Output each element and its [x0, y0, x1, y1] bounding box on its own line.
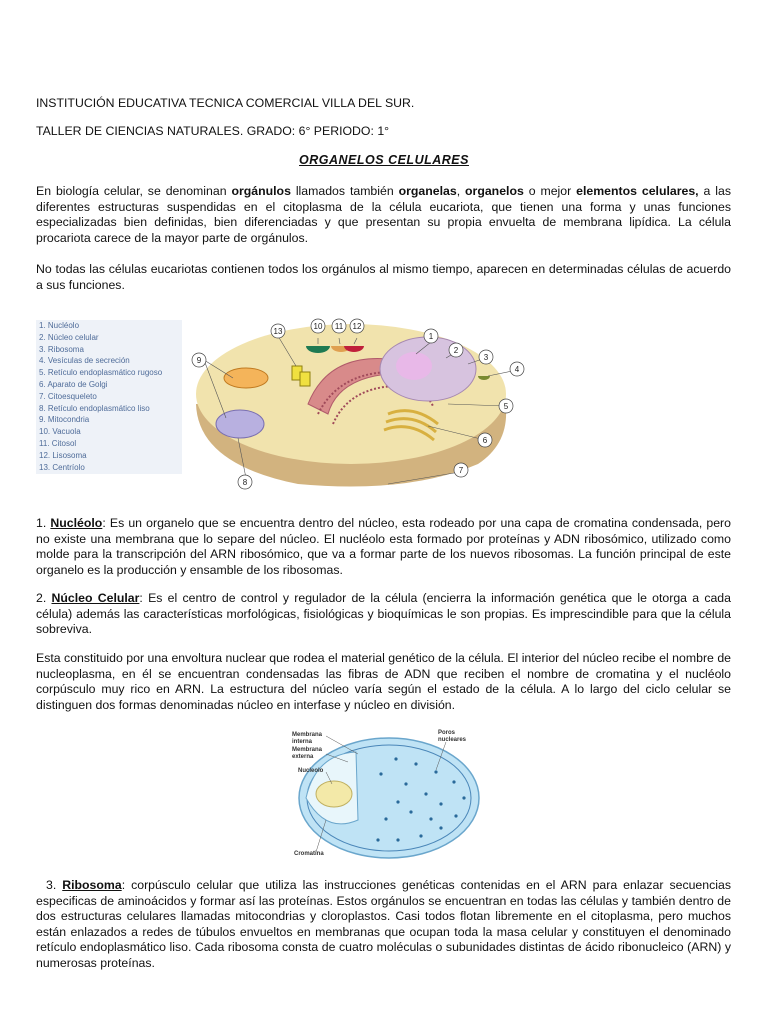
label-membrana-interna: Membrana	[292, 732, 323, 738]
nucleolus-diagram	[316, 781, 352, 807]
legend-item: 10. Vacuola	[39, 427, 81, 437]
intro-bold-term: elementos celulares,	[576, 184, 699, 198]
mitochondrion	[216, 410, 264, 438]
label-nucleolo: Nucleolo	[298, 768, 324, 774]
section-nucleolo	[36, 516, 731, 578]
intro-text: llamados también	[290, 184, 399, 198]
legend-item: 3. Ribosoma	[39, 344, 84, 354]
legend-item: 12. Lisosoma	[39, 450, 87, 460]
svg-text:externa: externa	[292, 754, 314, 760]
organelle-legend	[36, 320, 182, 474]
cell-label: 2	[453, 346, 459, 355]
intro-text: o mejor	[523, 184, 577, 198]
workshop-line: TALLER DE CIENCIAS NATURALES. GRADO: 6° PERIODO: 1°	[36, 124, 390, 138]
cell-label: 13	[273, 327, 283, 336]
nucleus-diagram	[286, 724, 482, 864]
intro-bold-term: organelos	[465, 184, 524, 198]
section-nucleo-celular	[36, 591, 731, 638]
legend-item: 4. Vesículas de secreción	[39, 356, 130, 366]
label-membrana-externa: Membrana	[292, 747, 323, 753]
cell-label: 8	[242, 478, 248, 487]
cell-label: 6	[482, 436, 488, 445]
cell-label: 5	[503, 402, 509, 411]
page-title: ORGANELOS CELULARES	[299, 153, 469, 167]
label-cromatina: Cromatina	[294, 851, 324, 857]
legend-item: 2. Núcleo celular	[39, 332, 99, 342]
animal-cell-diagram	[188, 314, 533, 494]
section-text: : Es el centro de control y regulador de la célula (encierra la información genética que le otorga a cada célula) además las características morfológicas, fisiológicas y bioquímicas le son propias. Es imprescindible para que la célula sobreviva.	[36, 591, 731, 637]
section-text: : corpúsculo celular que utiliza las instrucciones genéticas contenidas en el ARN para enlazar secuencias especificas de aminoácidos y formar así las proteínas. Estos orgánulos se encuentran en todas las células y también dentro de dos estructuras celulares llamadas mitocondrias y cloroplastos. Casi todos flotan libremente en el citoplasma, pero muchos están enlazados a redes de túbulos envueltos en membranas que ocupan toda la masa celular y constituyen el denominado retículo endoplasmático liso. Cada ribosoma consta de cuatro moléculas o subunidades distintas de ácido ribonucleico (ARN) y numerosas proteínas.	[36, 878, 731, 970]
legend-item: 5. Retículo endoplasmático rugoso	[39, 368, 163, 378]
cell-label: 4	[514, 365, 520, 374]
mitochondrion	[224, 368, 268, 388]
institution-name: INSTITUCIÓN EDUCATIVA TECNICA COMERCIAL VILLA DEL SUR.	[36, 96, 415, 110]
section-heading: Ribosoma	[62, 878, 122, 892]
nucleolus	[396, 352, 432, 380]
section-nucleo-paragraph-2: Esta constituido por una envoltura nuclear que rodea el material genético de la célula. El interior del núcleo recibe el nombre de nucleoplasma, en él se encuentran condensadas las fibras de ADN que reciben el nombre de cromatina y el nucléolo corpúsculo muy rico en ARN. La estructura del núcleo varía según el estado de la célula. A lo largo del ciclo celular se distinguen dos formas denominadas núcleo en interfase y núcleo en división.	[36, 651, 731, 712]
cell-label: 11	[334, 322, 344, 331]
cell-label: 7	[458, 466, 464, 475]
section-number: 3.	[46, 878, 63, 892]
section-text: : Es un organelo que se encuentra dentro del núcleo, esta rodeado por una capa de cromatina condensada, pero no existe una membrana que lo separe del núcleo. El nucléolo esta formado por proteínas y ADN ribosómico, utilizado como molde para la transcripción del ARN ribosómico, que va a formar parte de los nuevos ribosomas. La función principal de este organelo es la producción y ensamble de los ribosomas.	[36, 516, 731, 577]
legend-item: 11. Citosol	[39, 438, 77, 448]
legend-item: 8. Retículo endoplasmático liso	[39, 403, 150, 413]
intro-bold-term: orgánulos	[231, 184, 291, 198]
cell-label: 12	[352, 322, 362, 331]
section-heading: Nucléolo	[50, 516, 103, 530]
svg-text:nucleares: nucleares	[438, 737, 467, 743]
intro-text: ,	[456, 184, 466, 198]
intro-bold-term: organelas	[398, 184, 457, 198]
cell-label: 1	[428, 332, 434, 341]
cell-label: 3	[483, 353, 489, 362]
legend-item: 13. Centríolo	[39, 462, 85, 472]
intro-paragraph-2: No todas las células eucariotas contienen todos los orgánulos al mismo tiempo, aparecen en determinadas células de acuerdo a sus funciones.	[36, 262, 731, 292]
cell-label: 10	[313, 322, 323, 331]
label-poros-nucleares: Poros	[438, 730, 456, 736]
legend-item: 1. Nucléolo	[39, 321, 80, 330]
section-number: 2.	[36, 591, 52, 605]
intro-text: En biología celular, se denominan	[36, 184, 232, 198]
section-heading: Núcleo Celular	[51, 591, 140, 605]
legend-item: 9. Mitocondria	[39, 415, 90, 425]
legend-item: 7. Citoesqueleto	[39, 391, 97, 401]
legend-item: 6. Aparato de Golgi	[39, 379, 108, 389]
intro-paragraph	[36, 184, 731, 246]
section-number: 1.	[36, 516, 51, 530]
cell-label: 9	[196, 356, 202, 365]
svg-text:interna: interna	[292, 739, 313, 745]
section-ribosoma	[36, 878, 731, 972]
intro-text: a las diferentes estructuras suspendidas en el citoplasma de la célula eucariota, que tienen una forma y unas funciones especializadas bien definidas, bien diferenciadas y que presentan su propia envuelta de membrana lipídica. La célula procariota carece de la mayor parte de orgánulos.	[36, 184, 731, 245]
